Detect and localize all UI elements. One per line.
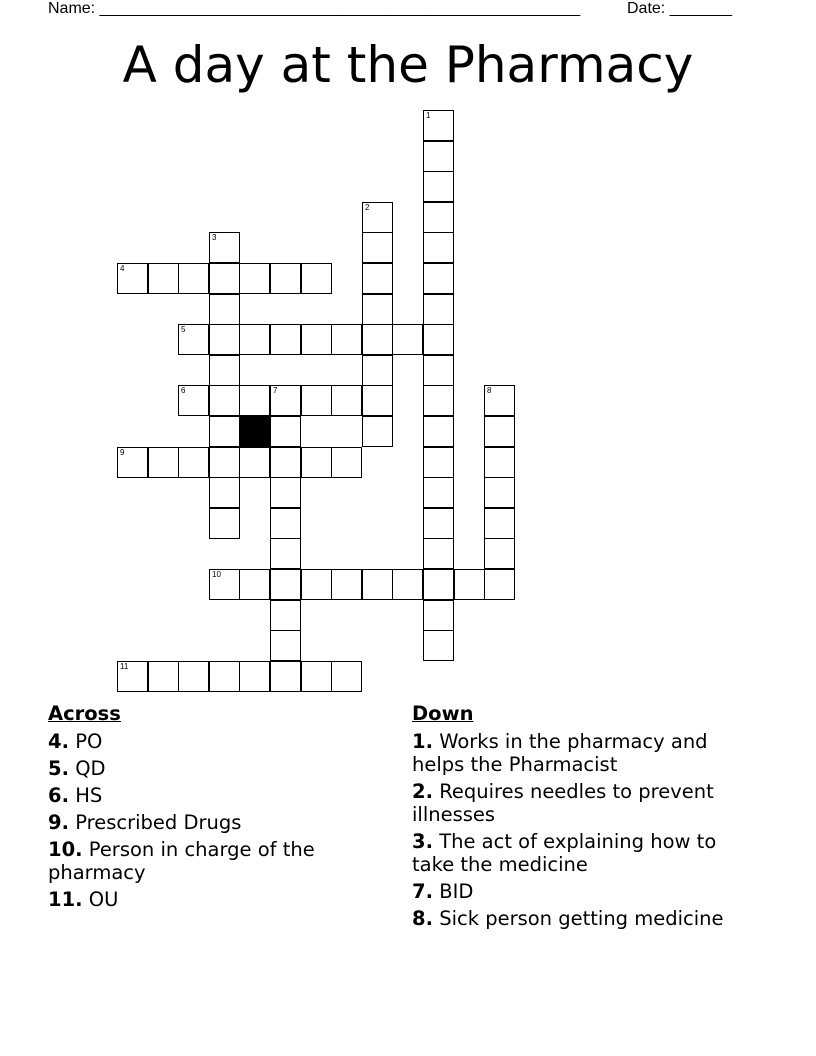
grid-cell[interactable] [362, 416, 393, 447]
clue-number: 4. [48, 730, 69, 753]
clue-number: 11. [48, 888, 83, 911]
clue-number: 6. [48, 784, 69, 807]
grid-cell[interactable] [270, 538, 301, 569]
grid-cell[interactable] [362, 202, 393, 233]
grid-cell[interactable] [209, 661, 240, 692]
grid-cell[interactable] [423, 508, 454, 539]
grid-cell[interactable] [484, 569, 515, 600]
clue-number: 5. [48, 757, 69, 780]
grid-cell[interactable] [209, 447, 240, 478]
grid-cell[interactable] [301, 263, 332, 294]
grid-cell[interactable] [423, 263, 454, 294]
grid-cell[interactable] [178, 385, 209, 416]
grid-cell[interactable] [148, 661, 179, 692]
clue-text: Person in charge of the pharmacy [48, 838, 315, 884]
grid-cell[interactable] [331, 447, 362, 478]
clue-number-label: 3 [212, 233, 217, 242]
grid-cell[interactable] [484, 477, 515, 508]
grid-cell[interactable] [270, 263, 301, 294]
clue-text: Prescribed Drugs [75, 811, 242, 834]
grid-cell[interactable] [209, 355, 240, 386]
grid-cell[interactable] [270, 477, 301, 508]
grid-cell[interactable] [423, 202, 454, 233]
clue-text: The act of explaining how to take the medicine [412, 830, 717, 876]
clue-number-label: 8 [487, 386, 492, 395]
grid-cell[interactable] [239, 385, 270, 416]
grid-cell[interactable] [301, 324, 332, 355]
grid-cell[interactable] [270, 447, 301, 478]
grid-cell[interactable] [209, 232, 240, 263]
grid-cell[interactable] [209, 324, 240, 355]
across-clue [48, 757, 368, 780]
clue-number: 9. [48, 811, 69, 834]
clue-number-label: 10 [212, 570, 221, 579]
grid-cell[interactable] [362, 324, 393, 355]
name-field[interactable]: Name: ______________________________________________________ [48, 0, 581, 17]
puzzle-title: A day at the Pharmacy [122, 36, 694, 94]
grid-cell[interactable] [178, 324, 209, 355]
date-field[interactable]: Date: _______ [627, 0, 732, 17]
clue-number: 3. [412, 830, 433, 853]
clue-number: 8. [412, 907, 433, 930]
clue-number: 7. [412, 880, 433, 903]
grid-cell[interactable] [362, 569, 393, 600]
across-clue [48, 888, 368, 911]
clue-number-label: 4 [120, 264, 125, 273]
grid-cell[interactable] [270, 569, 301, 600]
across-clues [48, 702, 368, 915]
grid-cell[interactable] [178, 263, 209, 294]
clue-number-label: 5 [181, 325, 186, 334]
grid-cell[interactable] [484, 508, 515, 539]
grid-cell[interactable] [423, 569, 454, 600]
grid-cell[interactable] [209, 508, 240, 539]
grid-cell[interactable] [239, 569, 270, 600]
across-heading: Across [48, 702, 121, 725]
grid-cell[interactable] [392, 569, 423, 600]
clue-text: HS [75, 784, 103, 807]
grid-cell[interactable] [362, 232, 393, 263]
clue-text: QD [75, 757, 106, 780]
grid-cell[interactable] [484, 416, 515, 447]
grid-cell[interactable] [117, 447, 148, 478]
grid-cell[interactable] [209, 294, 240, 325]
grid-cell[interactable] [178, 661, 209, 692]
grid-cell[interactable] [270, 508, 301, 539]
grid-cell[interactable] [454, 569, 485, 600]
grid-cell[interactable] [423, 324, 454, 355]
grid-cell[interactable] [423, 294, 454, 325]
grid-cell[interactable] [209, 569, 240, 600]
grid-cell[interactable] [270, 385, 301, 416]
grid-cell[interactable] [301, 661, 332, 692]
grid-cell[interactable] [148, 447, 179, 478]
grid-cell[interactable] [209, 416, 240, 447]
clue-text: PO [75, 730, 103, 753]
clue-number-label: 1 [426, 111, 431, 120]
grid-cell[interactable] [423, 171, 454, 202]
clue-number: 2. [412, 780, 433, 803]
grid-cell[interactable] [117, 661, 148, 692]
grid-cell[interactable] [239, 324, 270, 355]
clue-number-label: 6 [181, 386, 186, 395]
down-clue [412, 880, 752, 903]
grid-cell[interactable] [117, 263, 148, 294]
grid-cell[interactable] [362, 263, 393, 294]
grid-cell[interactable] [209, 263, 240, 294]
grid-cell[interactable] [423, 385, 454, 416]
grid-cell[interactable] [362, 294, 393, 325]
clue-number: 10. [48, 838, 83, 861]
grid-cell[interactable] [392, 324, 423, 355]
across-clue [48, 838, 368, 884]
clue-text: Requires needles to prevent illnesses [412, 780, 714, 826]
grid-cell[interactable] [270, 416, 301, 447]
grid-cell[interactable] [362, 385, 393, 416]
clue-number-label: 11 [120, 662, 129, 671]
down-clue [412, 780, 752, 826]
grid-cell[interactable] [270, 661, 301, 692]
grid-cell[interactable] [270, 600, 301, 631]
clue-text: Sick person getting medicine [439, 907, 724, 930]
grid-cell[interactable] [362, 355, 393, 386]
across-clue [48, 784, 368, 807]
grid-cell[interactable] [301, 569, 332, 600]
grid-cell[interactable] [423, 600, 454, 631]
clue-number-label: 2 [365, 203, 370, 212]
grid-cell[interactable] [178, 447, 209, 478]
grid-cell[interactable] [331, 661, 362, 692]
grid-cell[interactable] [423, 232, 454, 263]
grid-cell[interactable] [301, 447, 332, 478]
grid-cell[interactable] [209, 385, 240, 416]
grid-cell[interactable] [209, 477, 240, 508]
down-clue [412, 730, 752, 776]
grid-cell[interactable] [423, 110, 454, 141]
grid-cell[interactable] [331, 569, 362, 600]
clue-text: Works in the pharmacy and helps the Pharmacist [412, 730, 708, 776]
across-clue [48, 730, 368, 753]
clue-number: 1. [412, 730, 433, 753]
grid-cell[interactable] [423, 538, 454, 569]
grid-cell[interactable] [484, 385, 515, 416]
grid-cell[interactable] [239, 661, 270, 692]
grid-cell[interactable] [239, 447, 270, 478]
across-clue [48, 811, 368, 834]
down-clue [412, 830, 752, 876]
clue-text: BID [439, 880, 474, 903]
grid-cell[interactable] [301, 385, 332, 416]
grid-cell[interactable] [423, 355, 454, 386]
grid-cell[interactable] [239, 263, 270, 294]
clue-number-label: 7 [273, 386, 278, 395]
down-clue [412, 907, 752, 930]
grid-cell[interactable] [270, 630, 301, 661]
grid-cell[interactable] [331, 385, 362, 416]
clue-text: OU [88, 888, 119, 911]
grid-cell[interactable] [423, 630, 454, 661]
grid-cell[interactable] [270, 324, 301, 355]
down-heading: Down [412, 702, 474, 725]
grid-cell[interactable] [331, 324, 362, 355]
grid-cell[interactable] [423, 447, 454, 478]
grid-cell[interactable] [484, 447, 515, 478]
grid-cell[interactable] [423, 477, 454, 508]
black-square [239, 416, 270, 447]
grid-cell[interactable] [423, 416, 454, 447]
clue-number-label: 9 [120, 448, 125, 457]
grid-cell[interactable] [423, 141, 454, 172]
down-clues [412, 702, 752, 934]
grid-cell[interactable] [148, 263, 179, 294]
grid-cell[interactable] [484, 538, 515, 569]
